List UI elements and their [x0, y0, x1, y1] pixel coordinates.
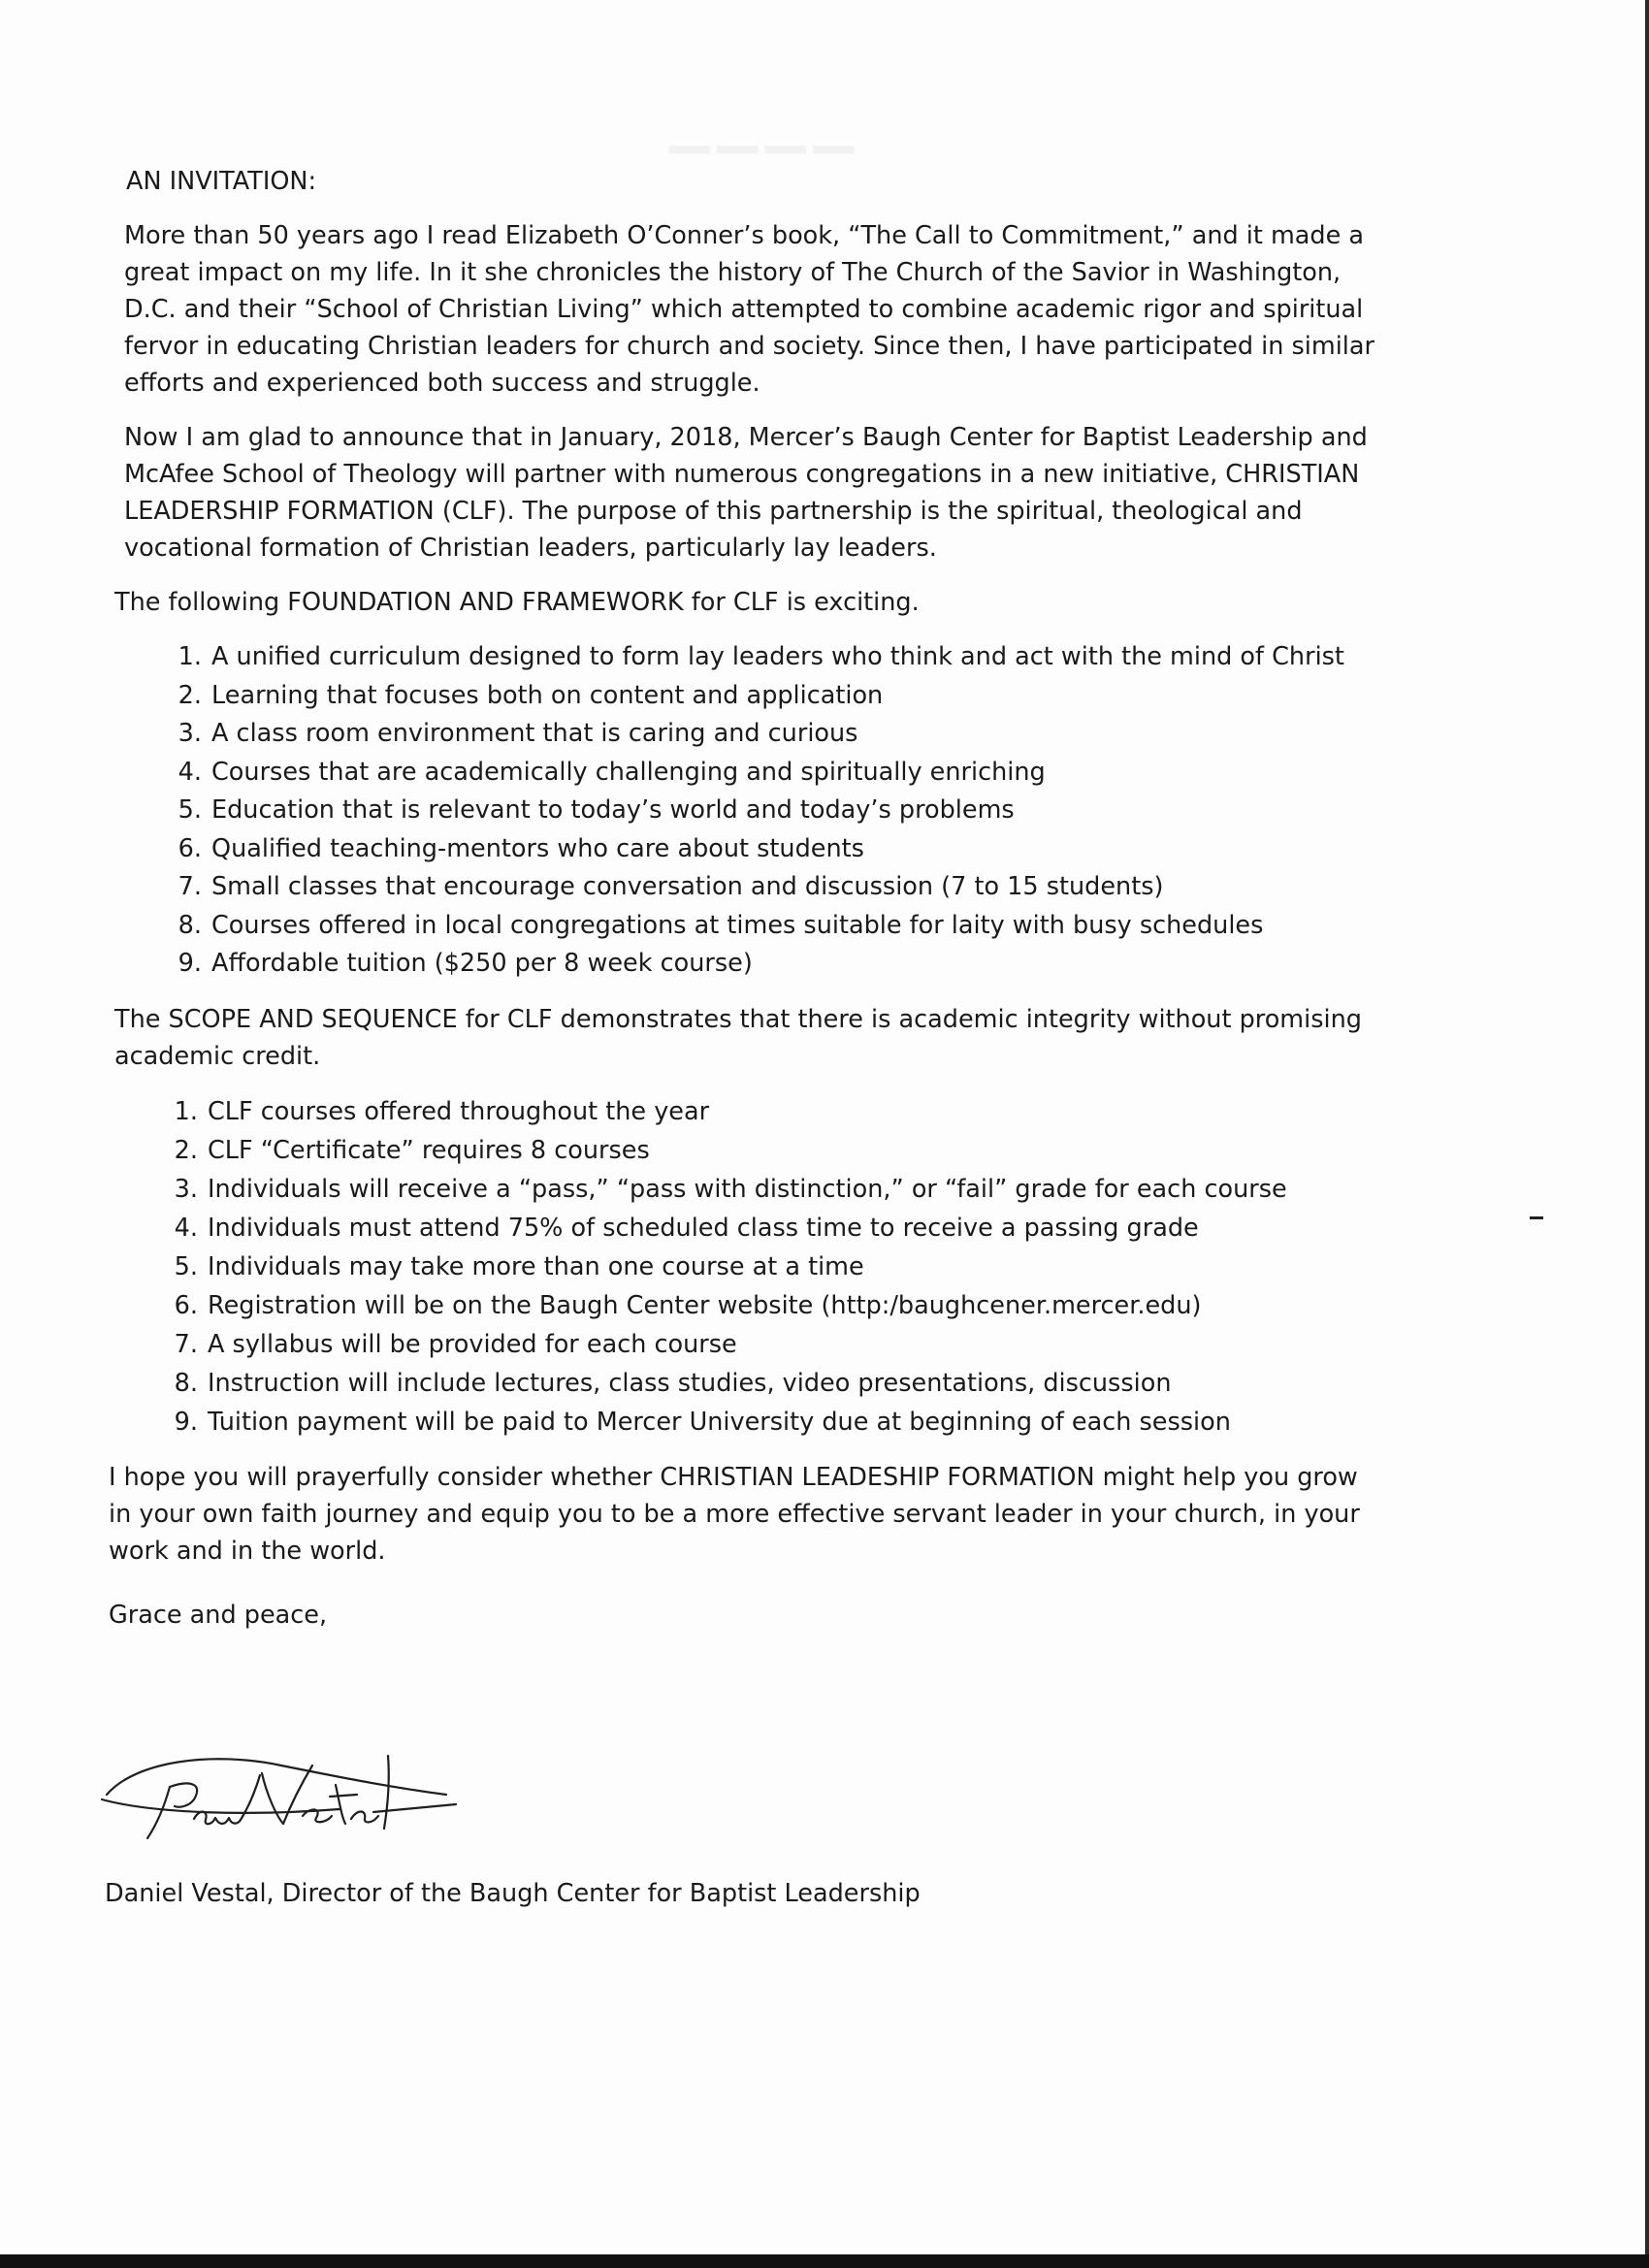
scope-item-text: Registration will be on the Baugh Center website (http:/baughcener.mercer.edu): [208, 1290, 1202, 1320]
foundation-item-number: 9.: [178, 949, 202, 978]
foundation-item: [107, 677, 1387, 716]
foundation-item-text: Education that is relevant to today’s world and today’s problems: [211, 795, 1015, 825]
foundation-item-text: Courses that are academically challenging and spiritually enriching: [211, 757, 1046, 787]
scope-item-number: 2.: [174, 1135, 198, 1165]
scope-item-text: Tuition payment will be paid to Mercer University due at beginning of each session: [208, 1407, 1231, 1437]
foundation-item-text: A unified curriculum designed to form lay leaders who think and act with the mind of Christ: [211, 642, 1344, 671]
scope-item: [107, 1209, 1387, 1247]
scope-item: [107, 1247, 1387, 1286]
foundation-item-number: 3.: [178, 719, 202, 748]
paragraph-scope-intro: The SCOPE AND SEQUENCE for CLF demonstrates that there is academic integrity without promising academic credit.: [114, 1004, 1362, 1071]
scope-item-text: Individuals may take more than one course at a time: [208, 1251, 864, 1281]
scope-item-number: 7.: [174, 1329, 198, 1359]
scan-bleed-through: ▁▁▁▁: [669, 92, 862, 153]
foundation-item-number: 5.: [178, 795, 202, 825]
foundation-item-number: 6.: [178, 833, 202, 863]
scope-item-text: Instruction will include lectures, class studies, video presentations, discussion: [208, 1368, 1172, 1398]
scope-item-text: CLF “Certificate” requires 8 courses: [208, 1135, 650, 1165]
scope-item: [107, 1403, 1387, 1442]
foundation-item: [107, 754, 1387, 793]
scope-item: [107, 1286, 1387, 1325]
foundation-item-text: Courses offered in local congregations at times suitable for laity with busy schedules: [211, 910, 1264, 940]
signer-name-title: Daniel Vestal, Director of the Baugh Center for Baptist Leadership: [105, 1879, 921, 1908]
paragraph-foundation-intro: The following FOUNDATION AND FRAMEWORK for CLF is exciting.: [114, 588, 920, 617]
scope-item: [107, 1364, 1387, 1403]
paragraph-intro: More than 50 years ago I read Elizabeth O’Conner’s book, “The Call to Commitment,” and it made a great impact on my life. In it she chronicles the history of The Church of the Savior in Washington, D.C. and their “School of Christian Living” which attempted to combine academic rigor and spiritual fervor in educating Christian leaders for church and society. Since then, I have participated in similar efforts and experienced both success and struggle.: [124, 221, 1374, 398]
scope-list: [107, 1092, 1387, 1442]
foundation-item-number: 2.: [178, 680, 202, 710]
paragraph-closing: I hope you will prayerfully consider whether CHRISTIAN LEADESHIP FORMATION might help you grow in your own faith journey and equip you to be a more effective servant leader in your church, in your work and in the world.: [109, 1462, 1360, 1566]
letter-heading: AN INVITATION:: [126, 167, 317, 196]
scope-item-number: 6.: [174, 1290, 198, 1320]
scope-item-number: 4.: [174, 1213, 198, 1243]
handwritten-signature: [97, 1727, 485, 1853]
scope-item-text: Individuals must attend 75% of scheduled class time to receive a passing grade: [208, 1213, 1199, 1243]
scan-edge-right: [1645, 0, 1649, 2268]
foundation-item-number: 4.: [178, 757, 202, 787]
foundation-item: [107, 792, 1387, 830]
scope-item-text: CLF courses offered throughout the year: [208, 1096, 710, 1126]
scope-item-text: A syllabus will be provided for each course: [208, 1329, 737, 1359]
foundation-item-number: 7.: [178, 872, 202, 901]
scope-item-number: 3.: [174, 1174, 198, 1204]
scan-edge-bottom: [0, 2254, 1649, 2268]
foundation-item: [107, 868, 1387, 907]
scope-item: [107, 1131, 1387, 1170]
foundation-item: [107, 638, 1387, 677]
letter-body: [107, 163, 1387, 1634]
foundation-item: [107, 830, 1387, 869]
scope-item-number: 5.: [174, 1251, 198, 1281]
scope-item-number: 8.: [174, 1368, 198, 1398]
foundation-item-number: 8.: [178, 910, 202, 940]
stray-scan-mark: [1530, 1216, 1543, 1219]
foundation-item: [107, 907, 1387, 946]
scope-item-number: 1.: [174, 1096, 198, 1126]
scope-item-text: Individuals will receive a “pass,” “pass with distinction,” or “fail” grade for each course: [208, 1174, 1287, 1204]
scope-item: [107, 1170, 1387, 1209]
foundation-item-text: Affordable tuition ($250 per 8 week course): [211, 949, 753, 978]
foundation-item-number: 1.: [178, 642, 202, 671]
foundation-item-text: Small classes that encourage conversation and discussion (7 to 15 students): [211, 872, 1164, 901]
foundation-item-text: Learning that focuses both on content and application: [211, 680, 884, 710]
salutation: Grace and peace,: [109, 1600, 328, 1630]
scope-item: [107, 1092, 1387, 1131]
scope-item: [107, 1325, 1387, 1364]
foundation-item-text: Qualified teaching-mentors who care about students: [211, 833, 864, 863]
paragraph-announcement: Now I am glad to announce that in January, 2018, Mercer’s Baugh Center for Baptist Leadership and McAfee School of Theology will partner with numerous congregations in a new initiative, CHRISTIAN LEADERSHIP FORMATION (CLF). The purpose of this partnership is the spiritual, theological and vocational formation of Christian leaders, particularly lay leaders.: [124, 423, 1368, 563]
foundation-item-text: A class room environment that is caring and curious: [211, 719, 858, 748]
scope-item-number: 9.: [174, 1407, 198, 1437]
foundation-item: [107, 945, 1387, 984]
foundation-item: [107, 715, 1387, 754]
foundation-list: [107, 638, 1387, 984]
